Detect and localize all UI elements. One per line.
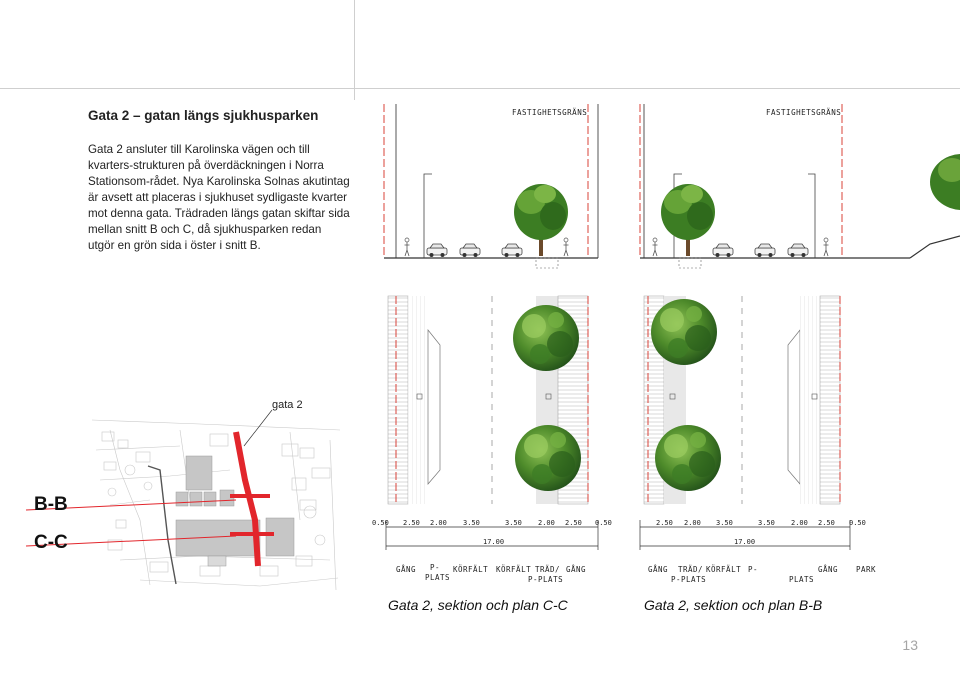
- dim-cc-5: 2.00: [538, 519, 555, 527]
- zone-cc-3: KÖRFÄLT: [496, 565, 532, 574]
- zone-cc-5: GÅNG: [566, 565, 587, 574]
- section-cc-property-line: FASTIGHETSGRÄNS: [512, 108, 588, 117]
- dim-cc-1: 2.50: [403, 519, 420, 527]
- zone-cc-1a: P-: [430, 563, 441, 572]
- dim-cc-4: 3.50: [505, 519, 522, 527]
- map-street-label: gata 2: [272, 399, 303, 411]
- section-bb-property-line: FASTIGHETSGRÄNS: [766, 108, 842, 117]
- zone-cc-2: KÖRFÄLT: [453, 565, 489, 574]
- zone-bb-4: GÅNG: [818, 565, 839, 574]
- zone-cc-0: GÅNG: [396, 565, 417, 574]
- zone-bb-0: GÅNG: [648, 565, 669, 574]
- dim-cc-6: 2.50: [565, 519, 582, 527]
- dim-bb-5: 2.50: [818, 519, 835, 527]
- zone-bb-1b: P-PLATS: [671, 575, 707, 584]
- zone-cc-4a: TRÄD/: [535, 565, 561, 574]
- caption-bb: Gata 2, sektion och plan B-B: [644, 597, 823, 613]
- page-heading: Gata 2 – gatan längs sjukhusparken: [88, 108, 319, 123]
- section-bb-plan: [644, 296, 840, 504]
- map-section-cc-label: C-C: [34, 532, 68, 553]
- dim-cc-2: 2.00: [430, 519, 447, 527]
- zone-bb-3a: P-: [748, 565, 759, 574]
- page-number: 13: [902, 637, 918, 653]
- caption-cc: Gata 2, sektion och plan C-C: [388, 597, 568, 613]
- site-map: [26, 410, 340, 590]
- dim-cc-total: 17.00: [483, 538, 505, 546]
- dim-bb-4: 2.00: [791, 519, 808, 527]
- map-section-bb-label: B-B: [34, 494, 68, 515]
- zone-bb-3b: PLATS: [789, 575, 815, 584]
- dim-cc-3: 3.50: [463, 519, 480, 527]
- dim-bb-6: 0.50: [849, 519, 866, 527]
- dim-bb-total: 17.00: [734, 538, 756, 546]
- dim-bb-3: 3.50: [758, 519, 775, 527]
- zone-cc-1b: PLATS: [425, 573, 451, 582]
- zone-bb-1a: TRÄD/: [678, 565, 704, 574]
- section-bb-elevation: [640, 104, 960, 268]
- section-cc-plan: [388, 296, 588, 504]
- dim-cc-0: 0.50: [372, 519, 389, 527]
- zone-bb-5: PARK: [856, 565, 877, 574]
- dim-bb-1: 2.00: [684, 519, 701, 527]
- dim-bb-0: 2.50: [656, 519, 673, 527]
- dim-bb-2: 3.50: [716, 519, 733, 527]
- zone-bb-2: KÖRFÄLT: [706, 565, 742, 574]
- dim-cc-7: 0.50: [595, 519, 612, 527]
- zone-cc-4b: P-PLATS: [528, 575, 564, 584]
- body-paragraph: Gata 2 ansluter till Karolinska vägen och till kvarters-strukturen på överdäckningen i Norra Stationsom-rådet. Nya Karolinska Solnas akutintag är avsett att placeras i sjukhuset sydligaste kvarter mot denna gata. Trädraden längs gatan skiftar sida mellan snitt B och C, då sjukhusparken redan utgör en grön sida i öster i snitt B.: [88, 143, 350, 252]
- section-cc-elevation: [384, 104, 598, 268]
